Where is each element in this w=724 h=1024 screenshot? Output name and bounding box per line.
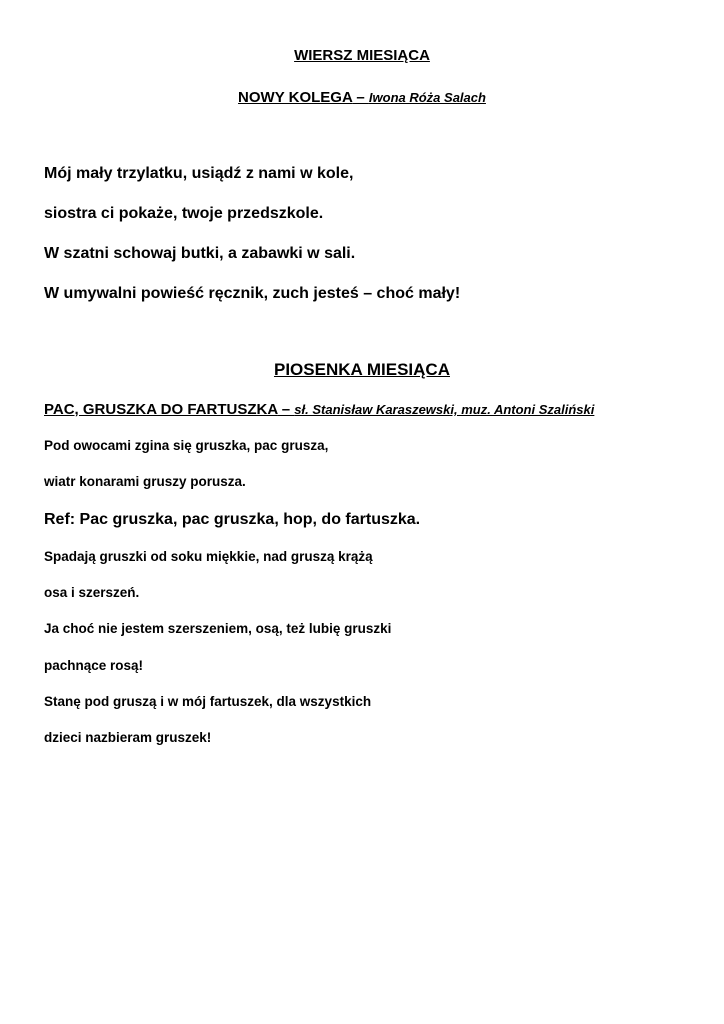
song-line: Stanę pod gruszą i w mój fartuszek, dla wszystkich: [44, 694, 372, 709]
poem-line: W szatni schowaj butki, a zabawki w sali.: [44, 245, 356, 262]
poem-line: siostra ci pokaże, twoje przedszkole.: [44, 205, 324, 222]
song-line: Ja choć nie jestem szerszeniem, osą, też lubię gruszki: [44, 621, 392, 636]
poem-line: W umywalni powieść ręcznik, zuch jesteś – choć mały!: [44, 285, 461, 302]
poem-title: NOWY KOLEGA: [238, 89, 353, 106]
song-line: dzieci nazbieram gruszek!: [44, 730, 212, 745]
song-title-line: [44, 402, 594, 417]
song-line: wiatr konarami gruszy porusza.: [44, 474, 246, 489]
poem-section-heading: WIERSZ MIESIĄCA: [294, 47, 430, 64]
song-line: Spadają gruszki od soku miękkie, nad gruszą krążą: [44, 549, 373, 564]
song-refrain: Ref: Pac gruszka, pac gruszka, hop, do fartuszka.: [44, 511, 421, 528]
song-section-heading: PIOSENKA MIESIĄCA: [273, 360, 450, 379]
song-line: osa i szerszeń.: [44, 585, 140, 600]
song-line: pachnące rosą!: [44, 658, 144, 673]
song-credits: sł. Stanisław Karaszewski, muz. Antoni Szaliński: [294, 402, 595, 417]
song-line: Pod owocami zgina się gruszka, pac grusza,: [44, 438, 329, 453]
poem-author: Iwona Róża Salach: [368, 90, 486, 105]
poem-title-line: [0, 90, 724, 105]
poem-title-dash: –: [352, 89, 369, 106]
poem-line: Mój mały trzylatku, usiądź z nami w kole,: [44, 165, 354, 182]
song-title: PAC, GRUSZKA DO FARTUSZKA: [44, 401, 278, 418]
song-title-dash: –: [277, 401, 295, 418]
